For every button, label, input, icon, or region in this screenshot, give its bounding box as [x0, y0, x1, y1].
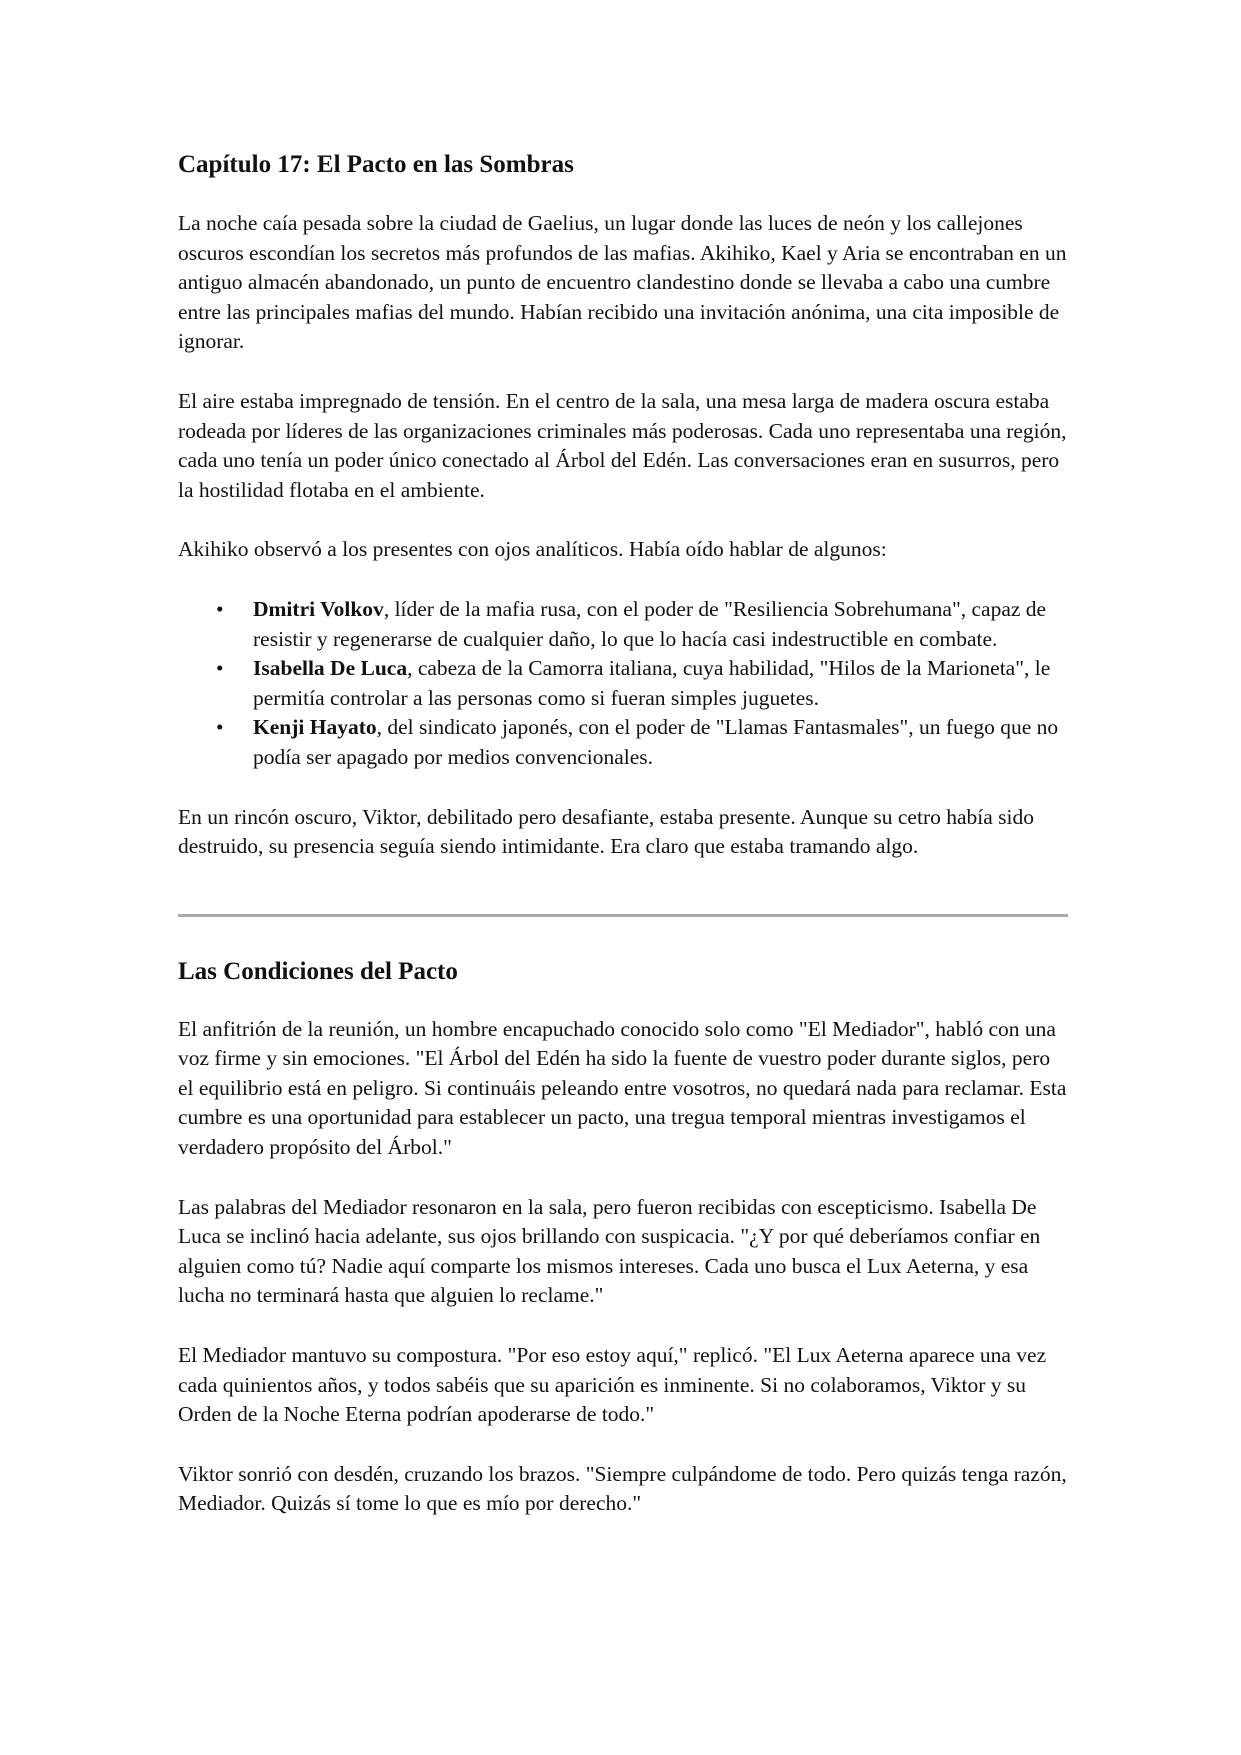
section-title: Las Condiciones del Pacto — [178, 957, 458, 985]
list-item — [178, 654, 1068, 713]
paragraph: Las palabras del Mediador resonaron en la sala, pero fueron recibidas con escepticismo. Isabella De Luca se inclinó hacia adelante, sus ojos brillando con suspicacia. "¿Y por qué deberíamos confiar en alguien como tú? Nadie aquí comparte los mismos intereses. Cada uno busca el Lux Aeterna, y esa lucha no terminará hasta que alguien lo reclame." — [178, 1194, 1041, 1308]
paragraph: Viktor sonrió con desdén, cruzando los brazos. "Siempre culpándome de todo. Pero quizás tenga razón, Mediador. Quizás sí tome lo que es mío por derecho." — [178, 1461, 1067, 1516]
paragraph: En un rincón oscuro, Viktor, debilitado pero desafiante, estaba presente. Aunque su cetro había sido destruido, su presencia seguía siendo intimidante. Era claro que estaba tramando algo. — [178, 804, 1035, 859]
paragraph: El aire estaba impregnado de tensión. En el centro de la sala, una mesa larga de madera oscura estaba rodeada por líderes de las organizaciones criminales más poderosas. Cada uno representaba una región, cada uno tenía un poder único conectado al Árbol del Edén. Las conversaciones eran en susurros, pero la hostilidad flotaba en el ambiente. — [178, 388, 1067, 502]
list-item — [178, 595, 1068, 654]
leader-description: , del sindicato japonés, con el poder de "Llamas Fantasmales", un fuego que no podía ser apagado por medios convencionales. — [253, 715, 1059, 769]
leader-name: Isabella De Luca — [253, 656, 408, 681]
document-page — [178, 140, 1068, 1519]
leader-name: Kenji Hayato — [253, 715, 377, 740]
bullet-icon: • — [216, 715, 224, 740]
paragraph: El Mediador mantuvo su compostura. "Por eso estoy aquí," replicó. "El Lux Aeterna aparece una vez cada quinientos años, y todos sabéis que su aparición es inminente. Si no colaboramos, Viktor y su Orden de la Noche Eterna podrían apoderarse de todo." — [178, 1343, 1047, 1427]
chapter-title: Capítulo 17: El Pacto en las Sombras — [178, 151, 574, 178]
horizontal-divider — [178, 914, 1068, 917]
leaders-list — [178, 595, 1068, 773]
paragraph: Akihiko observó a los presentes con ojos analíticos. Había oído hablar de algunos: — [178, 537, 887, 562]
leader-name: Dmitri Volkov — [253, 596, 384, 621]
paragraph: La noche caía pesada sobre la ciudad de Gaelius, un lugar donde las luces de neón y los callejones oscuros escondían los secretos más profundos de las mafias. Akihiko, Kael y Aria se encontraban en un antiguo almacén abandonado, un punto de encuentro clandestino donde se llevaba a cabo una cumbre entre las principales mafias del mundo. Habían recibido una invitación anónima, una cita imposible de ignorar. — [178, 211, 1067, 354]
chapter-section — [178, 148, 1068, 862]
leader-description: , líder de la mafia rusa, con el poder de "Resiliencia Sobrehumana", capaz de resistir y regenerarse de cualquier daño, lo que lo hacía casi indestructible en combate. — [253, 596, 1047, 651]
paragraph: El anfitrión de la reunión, un hombre encapuchado conocido solo como "El Mediador", habló con una voz firme y sin emociones. "El Árbol del Edén ha sido la fuente de vuestro poder durante siglos, pero el equilibrio está en peligro. Si continuáis peleando entre vosotros, no quedará nada para reclamar. Esta cumbre es una oportunidad para establecer un pacto, una tregua temporal mientras investigamos el verdadero propósito del Árbol." — [178, 1016, 1067, 1160]
conditions-section — [178, 955, 1068, 1519]
bullet-icon: • — [216, 656, 224, 681]
bullet-icon: • — [216, 596, 224, 621]
list-item — [178, 713, 1068, 772]
leader-description: , cabeza de la Camorra italiana, cuya habilidad, "Hilos de la Marioneta", le permitía controlar a las personas como si fueran simples juguetes. — [253, 656, 1051, 710]
